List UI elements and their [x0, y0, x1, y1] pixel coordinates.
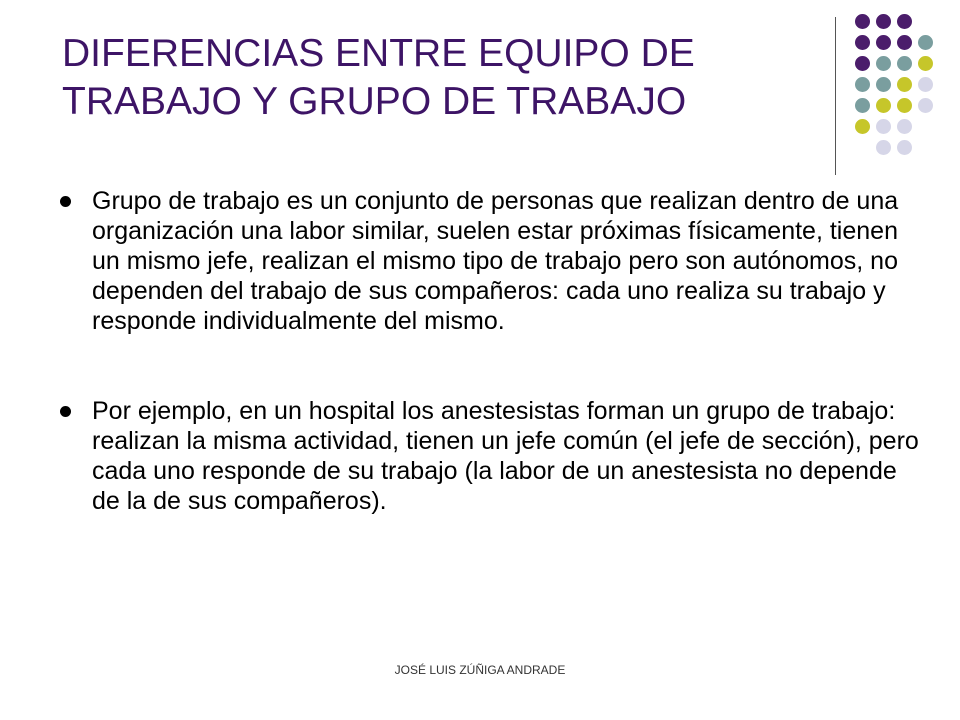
decor-dot	[897, 77, 912, 92]
decor-dot	[897, 14, 912, 29]
decor-dot	[855, 14, 870, 29]
slide-title: DIFERENCIAS ENTRE EQUIPO DE TRABAJO Y GRUPO DE TRABAJO	[62, 32, 695, 123]
decor-dot	[855, 56, 870, 71]
bullet-text: Grupo de trabajo es un conjunto de personas que realizan dentro de una organización una labor similar, suelen estar próximas físicamente, tienen un mismo jefe, realizan el mismo tipo de trabajo pero son autónomos, no dependen del trabajo de sus compañeros: cada uno realiza su trabajo y responde individualmente del mismo.	[92, 187, 899, 335]
decor-dot	[918, 35, 933, 50]
decor-dot	[918, 77, 933, 92]
decor-dot	[897, 119, 912, 134]
decor-dot	[897, 35, 912, 50]
decor-dot	[897, 56, 912, 71]
bullet-dot-icon	[60, 406, 71, 417]
bullet-dot-icon	[60, 196, 71, 207]
decor-dot	[876, 119, 891, 134]
decor-dot	[855, 119, 870, 134]
decor-dot	[876, 98, 891, 113]
decor-dot	[876, 140, 891, 155]
decor-dot	[876, 35, 891, 50]
decor-dot	[876, 56, 891, 71]
decor-dot	[876, 14, 891, 29]
decorative-dot-grid	[845, 12, 950, 162]
decor-dot	[855, 35, 870, 50]
decor-dot	[855, 98, 870, 113]
bullet-text: Por ejemplo, en un hospital los anestesistas forman un grupo de trabajo: realizan la misma actividad, tienen un jefe común (el jefe de sección), pero cada uno responde de su trabajo (la labor de un anestesista no depende de la de sus compañeros).	[92, 397, 919, 515]
slide-footer: JOSÉ LUIS ZÚÑIGA ANDRADE	[394, 663, 566, 677]
decor-dot	[918, 56, 933, 71]
decor-dot	[918, 98, 933, 113]
decor-dot	[855, 77, 870, 92]
title-divider	[835, 17, 836, 175]
decor-dot	[876, 77, 891, 92]
decor-dot	[897, 140, 912, 155]
bullet-item	[58, 396, 928, 516]
bullet-item	[58, 186, 928, 336]
decor-dot	[897, 98, 912, 113]
bullet-list	[58, 186, 928, 516]
